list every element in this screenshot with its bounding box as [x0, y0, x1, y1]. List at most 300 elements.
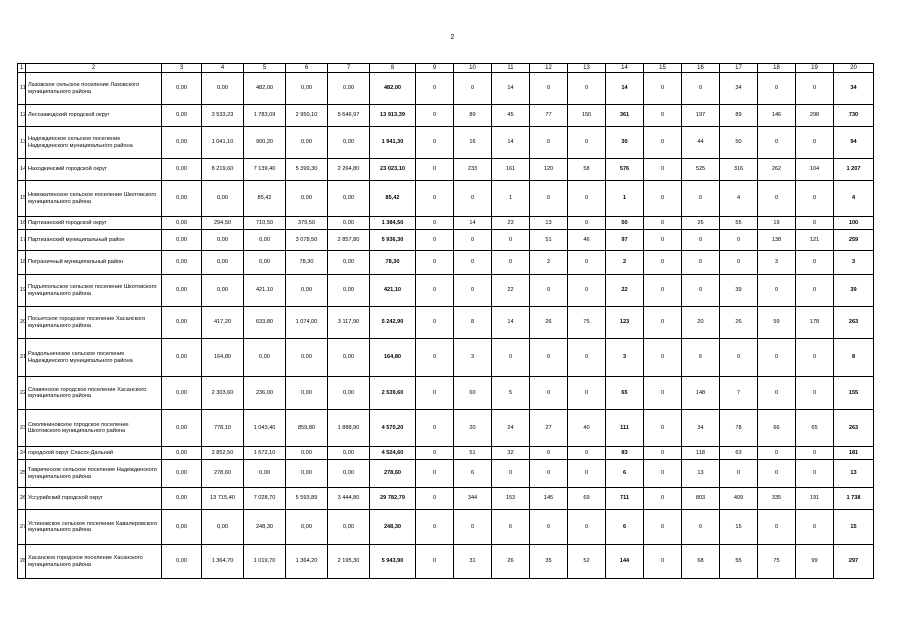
table-cell: 26	[682, 217, 720, 230]
table-cell: 0	[454, 251, 492, 275]
table-cell: 2 264,80	[328, 159, 370, 181]
table-cell: 14	[606, 73, 644, 105]
table-cell: 0	[568, 181, 606, 217]
table-cell: 2 195,30	[328, 545, 370, 579]
table-cell: 0,00	[202, 230, 244, 251]
table-cell: 1 941,30	[370, 127, 416, 159]
table-row	[18, 447, 874, 460]
municipality-name: Хасанское городское поселение Хасанского муниципального района	[26, 545, 162, 579]
table-cell: 0	[416, 339, 454, 377]
table-cell: 0	[644, 127, 682, 159]
table-cell: 0	[416, 447, 454, 460]
table-row	[18, 410, 874, 447]
table-cell: 26	[530, 307, 568, 339]
table-cell: 4 570,20	[370, 410, 416, 447]
column-header: 9	[416, 64, 454, 73]
table-cell: 0	[644, 488, 682, 510]
table-cell: 0,00	[162, 447, 202, 460]
table-cell: 8	[454, 307, 492, 339]
table-cell: 730	[834, 105, 874, 127]
page-number: 2	[450, 34, 455, 41]
table-cell: 0,00	[162, 251, 202, 275]
table-cell: 0,00	[244, 251, 286, 275]
column-header: 12	[530, 64, 568, 73]
column-header: 10	[454, 64, 492, 73]
table-cell: 78,30	[370, 251, 416, 275]
table-cell: 20	[682, 307, 720, 339]
table-cell: 0	[682, 230, 720, 251]
table-cell: 51	[454, 447, 492, 460]
table-cell: 59	[758, 307, 796, 339]
table-cell: 14	[492, 307, 530, 339]
municipality-name: Партизанский городской округ	[26, 217, 162, 230]
table-cell: 0	[416, 460, 454, 488]
table-cell: 7 139,40	[244, 159, 286, 181]
municipality-name: Уссурийский городской округ	[26, 488, 162, 510]
table-cell: 3	[606, 339, 644, 377]
table-cell: 0	[416, 73, 454, 105]
table-cell: 0	[454, 510, 492, 545]
table-cell: 0,00	[286, 73, 328, 105]
table-row	[18, 230, 874, 251]
row-number: 15	[18, 181, 26, 217]
table-row	[18, 545, 874, 579]
table-cell: 0,00	[162, 410, 202, 447]
table-cell: 26	[720, 307, 758, 339]
table-cell: 0	[530, 460, 568, 488]
row-number: 11	[18, 73, 26, 105]
table-cell: 35	[530, 545, 568, 579]
table-cell: 0	[720, 230, 758, 251]
table-cell: 145	[530, 488, 568, 510]
column-header: 20	[834, 64, 874, 73]
table-row	[18, 217, 874, 230]
table-cell: 0,00	[244, 460, 286, 488]
table-cell: 0,00	[162, 460, 202, 488]
table-cell: 2 539,60	[370, 377, 416, 410]
table-cell: 0	[530, 447, 568, 460]
table-cell: 6	[454, 460, 492, 488]
table-cell: 0	[644, 510, 682, 545]
table-cell: 155	[834, 377, 874, 410]
table-cell: 8 219,60	[202, 159, 244, 181]
table-cell: 0	[796, 73, 834, 105]
table-cell: 0,00	[162, 510, 202, 545]
table-cell: 0	[416, 181, 454, 217]
column-header: 8	[370, 64, 416, 73]
column-header: 11	[492, 64, 530, 73]
row-number: 25	[18, 460, 26, 488]
table-cell: 0	[416, 307, 454, 339]
table-cell: 0	[796, 377, 834, 410]
table-cell: 13	[834, 460, 874, 488]
table-cell: 97	[606, 230, 644, 251]
table-cell: 8	[834, 339, 874, 377]
table-cell: 161	[492, 159, 530, 181]
table-cell: 1	[606, 181, 644, 217]
table-cell: 0	[644, 339, 682, 377]
table-cell: 0	[796, 510, 834, 545]
table-cell: 576	[606, 159, 644, 181]
table-cell: 0	[758, 460, 796, 488]
table-cell: 5 593,89	[286, 488, 328, 510]
table-cell: 0,00	[244, 339, 286, 377]
column-header: 15	[644, 64, 682, 73]
table-cell: 153	[492, 488, 530, 510]
table-cell: 379,50	[286, 217, 328, 230]
table-cell: 1 074,00	[286, 307, 328, 339]
table-cell: 39	[720, 275, 758, 307]
table-cell: 0,00	[162, 545, 202, 579]
table-cell: 89	[454, 105, 492, 127]
table-cell: 6	[492, 510, 530, 545]
table-cell: 5 646,97	[328, 105, 370, 127]
table-cell: 15	[834, 510, 874, 545]
table-row	[18, 339, 874, 377]
table-cell: 0	[568, 127, 606, 159]
table-cell: 0,00	[286, 460, 328, 488]
table-cell: 0	[568, 447, 606, 460]
table-cell: 0	[682, 73, 720, 105]
table-cell: 7	[720, 377, 758, 410]
table-cell: 50	[720, 127, 758, 159]
table-cell: 121	[796, 230, 834, 251]
column-header: 1	[18, 64, 26, 73]
row-number: 24	[18, 447, 26, 460]
table-cell: 29 782,79	[370, 488, 416, 510]
table-cell: 191	[796, 488, 834, 510]
table-cell: 482,00	[244, 73, 286, 105]
table-cell: 146	[758, 105, 796, 127]
table-cell: 0,00	[286, 377, 328, 410]
table-cell: 4	[720, 181, 758, 217]
table-cell: 22	[492, 275, 530, 307]
table-cell: 16	[454, 127, 492, 159]
table-cell: 181	[834, 447, 874, 460]
table-header-row	[18, 64, 874, 73]
table-cell: 0	[644, 251, 682, 275]
table-cell: 1	[492, 181, 530, 217]
table-cell: 14	[492, 127, 530, 159]
table-cell: 859,80	[286, 410, 328, 447]
table-cell: 58	[568, 159, 606, 181]
table-cell: 0	[796, 460, 834, 488]
table-cell: 85,42	[244, 181, 286, 217]
table-cell: 0,00	[286, 127, 328, 159]
table-cell: 77	[530, 105, 568, 127]
table-cell: 0	[530, 377, 568, 410]
row-number: 26	[18, 488, 26, 510]
municipality-name: Пограничный муниципальный район	[26, 251, 162, 275]
table-cell: 164,80	[202, 339, 244, 377]
row-number: 13	[18, 127, 26, 159]
row-number: 22	[18, 377, 26, 410]
table-cell: 65	[796, 410, 834, 447]
table-cell: 40	[568, 410, 606, 447]
table-cell: 164,80	[370, 339, 416, 377]
table-cell: 1 019,70	[244, 545, 286, 579]
table-cell: 0	[530, 181, 568, 217]
table-cell: 0	[758, 181, 796, 217]
table-cell: 23	[492, 217, 530, 230]
table-cell: 0,00	[328, 339, 370, 377]
table-cell: 2 950,10	[286, 105, 328, 127]
table-cell: 0	[796, 339, 834, 377]
table-cell: 248,30	[244, 510, 286, 545]
municipality-name: городской округ Спасск-Дальний	[26, 447, 162, 460]
table-cell: 0	[796, 127, 834, 159]
table-cell: 44	[682, 127, 720, 159]
table-cell: 68	[682, 545, 720, 579]
table-row	[18, 307, 874, 339]
table-cell: 0	[530, 275, 568, 307]
table-cell: 3	[758, 251, 796, 275]
column-header: 3	[162, 64, 202, 73]
table-cell: 34	[834, 73, 874, 105]
table-cell: 2 857,80	[328, 230, 370, 251]
table-cell: 104	[796, 159, 834, 181]
table-cell: 0	[758, 447, 796, 460]
table-cell: 60	[454, 377, 492, 410]
column-header: 7	[328, 64, 370, 73]
table-cell: 335	[758, 488, 796, 510]
table-cell: 633,80	[244, 307, 286, 339]
row-number: 19	[18, 275, 26, 307]
table-cell: 138	[758, 230, 796, 251]
table-cell: 78,30	[286, 251, 328, 275]
table-cell: 0,00	[162, 307, 202, 339]
table-cell: 4	[834, 181, 874, 217]
column-header: 19	[796, 64, 834, 73]
table-cell: 0	[568, 251, 606, 275]
table-cell: 0	[644, 73, 682, 105]
row-number: 17	[18, 230, 26, 251]
table-cell: 13 913,39	[370, 105, 416, 127]
column-header: 4	[202, 64, 244, 73]
table-cell: 100	[834, 217, 874, 230]
table-cell: 0,00	[202, 181, 244, 217]
table-cell: 0,00	[202, 510, 244, 545]
table-cell: 711	[606, 488, 644, 510]
table-cell: 900,20	[244, 127, 286, 159]
table-cell: 0	[796, 217, 834, 230]
table-cell: 0,00	[328, 460, 370, 488]
table-row	[18, 181, 874, 217]
table-cell: 0,00	[328, 447, 370, 460]
table-cell: 23 023,10	[370, 159, 416, 181]
table-cell: 1 043,40	[244, 410, 286, 447]
table-cell: 0,00	[286, 510, 328, 545]
table-cell: 0,00	[328, 251, 370, 275]
table-cell: 0	[720, 460, 758, 488]
table-cell: 259	[834, 230, 874, 251]
table-cell: 0	[416, 159, 454, 181]
table-cell: 0	[758, 127, 796, 159]
table-cell: 178	[796, 307, 834, 339]
table-cell: 34	[720, 73, 758, 105]
table-cell: 0,00	[244, 230, 286, 251]
table-cell: 144	[606, 545, 644, 579]
table-cell: 248,30	[370, 510, 416, 545]
table-cell: 0	[644, 230, 682, 251]
table-cell: 19	[758, 217, 796, 230]
table-cell: 51	[530, 230, 568, 251]
table-cell: 421,10	[370, 275, 416, 307]
table-cell: 421,10	[244, 275, 286, 307]
table-cell: 1 888,90	[328, 410, 370, 447]
table-cell: 0	[416, 410, 454, 447]
table-cell: 0,00	[162, 127, 202, 159]
table-cell: 0	[416, 230, 454, 251]
table-cell: 89	[720, 105, 758, 127]
table-cell: 118	[682, 447, 720, 460]
table-cell: 263	[834, 307, 874, 339]
table-cell: 0	[644, 447, 682, 460]
table-cell: 0	[796, 251, 834, 275]
table-cell: 2	[606, 251, 644, 275]
table-cell: 6	[682, 339, 720, 377]
table-cell: 233	[454, 159, 492, 181]
row-number: 27	[18, 510, 26, 545]
table-cell: 0	[530, 73, 568, 105]
table-cell: 0,00	[162, 488, 202, 510]
table-cell: 83	[606, 447, 644, 460]
municipality-name: Находкинский городской округ	[26, 159, 162, 181]
table-cell: 417,20	[202, 307, 244, 339]
row-number: 18	[18, 251, 26, 275]
table-cell: 0	[416, 275, 454, 307]
table-cell: 63	[720, 447, 758, 460]
table-cell: 0	[644, 105, 682, 127]
row-number: 28	[18, 545, 26, 579]
table-cell: 0	[454, 230, 492, 251]
column-header: 5	[244, 64, 286, 73]
table-cell: 0	[416, 545, 454, 579]
table-cell: 66	[758, 410, 796, 447]
table-cell: 0	[416, 377, 454, 410]
table-cell: 34	[682, 410, 720, 447]
table-cell: 31	[454, 545, 492, 579]
table-cell: 65	[606, 377, 644, 410]
municipality-name: Надеждинское сельское поселение Надеждинского муниципального района	[26, 127, 162, 159]
table-cell: 0	[720, 339, 758, 377]
table-cell: 1 384,50	[370, 217, 416, 230]
table-cell: 0	[720, 251, 758, 275]
table-row	[18, 73, 874, 105]
row-number: 14	[18, 159, 26, 181]
column-header: 17	[720, 64, 758, 73]
column-header: 14	[606, 64, 644, 73]
table-row	[18, 159, 874, 181]
table-cell: 24	[492, 410, 530, 447]
table-cell: 0,00	[286, 181, 328, 217]
table-cell: 0	[454, 73, 492, 105]
table-cell: 0,00	[202, 251, 244, 275]
table-cell: 4 524,60	[370, 447, 416, 460]
table-row	[18, 127, 874, 159]
column-header: 16	[682, 64, 720, 73]
table-cell: 0	[416, 488, 454, 510]
table-cell: 14	[454, 217, 492, 230]
municipality-name: Раздольненское сельское поселение Надеждинского муниципального района	[26, 339, 162, 377]
column-header: 13	[568, 64, 606, 73]
table-cell: 78	[720, 410, 758, 447]
table-cell: 0,00	[162, 105, 202, 127]
table-cell: 0	[682, 251, 720, 275]
table-row	[18, 377, 874, 410]
table-cell: 0	[416, 217, 454, 230]
table-cell: 0,00	[328, 73, 370, 105]
row-number: 20	[18, 307, 26, 339]
table-cell: 0	[758, 510, 796, 545]
table-cell: 6	[606, 460, 644, 488]
table-cell: 0	[568, 217, 606, 230]
table-cell: 344	[454, 488, 492, 510]
table-cell: 0,00	[328, 217, 370, 230]
table-cell: 6	[606, 510, 644, 545]
table-cell: 1 783,09	[244, 105, 286, 127]
table-cell: 0,00	[162, 181, 202, 217]
table-cell: 1 364,70	[202, 545, 244, 579]
table-cell: 409	[720, 488, 758, 510]
table-cell: 0	[644, 275, 682, 307]
table-cell: 0,00	[328, 127, 370, 159]
municipality-name: Смоляниновское городское поселение Шкотовского муниципального района	[26, 410, 162, 447]
table-cell: 45	[492, 105, 530, 127]
table-cell: 262	[758, 159, 796, 181]
table-cell: 26	[492, 545, 530, 579]
table-cell: 0,00	[162, 275, 202, 307]
table-cell: 0	[568, 275, 606, 307]
table-cell: 361	[606, 105, 644, 127]
table-cell: 778,10	[202, 410, 244, 447]
table-row	[18, 275, 874, 307]
table-cell: 0	[416, 127, 454, 159]
table-row	[18, 251, 874, 275]
table-cell: 0,00	[202, 275, 244, 307]
table-cell: 297	[834, 545, 874, 579]
table-cell: 0	[644, 410, 682, 447]
table-cell: 13	[530, 217, 568, 230]
table-body	[18, 73, 874, 579]
table-cell: 13	[682, 460, 720, 488]
table-cell: 1 738	[834, 488, 874, 510]
table-cell: 39	[834, 275, 874, 307]
table-cell: 0,00	[328, 275, 370, 307]
table-cell: 120	[530, 159, 568, 181]
table-cell: 0,00	[162, 159, 202, 181]
table-cell: 0,00	[202, 73, 244, 105]
table-cell: 32	[492, 447, 530, 460]
table-cell: 46	[568, 230, 606, 251]
table-cell: 197	[682, 105, 720, 127]
table-cell: 85,42	[370, 181, 416, 217]
municipality-name: Славянское городское поселение Хасанского муниципального района	[26, 377, 162, 410]
table-cell: 0	[530, 339, 568, 377]
table-cell: 0	[682, 181, 720, 217]
table-cell: 2 852,50	[202, 447, 244, 460]
table-cell: 0	[682, 275, 720, 307]
table-cell: 0	[796, 275, 834, 307]
table-cell: 0	[796, 181, 834, 217]
table-cell: 75	[568, 307, 606, 339]
table-cell: 294,50	[202, 217, 244, 230]
table-cell: 123	[606, 307, 644, 339]
table-cell: 0	[758, 377, 796, 410]
table-cell: 0	[758, 339, 796, 377]
table-cell: 0	[682, 510, 720, 545]
row-number: 12	[18, 105, 26, 127]
